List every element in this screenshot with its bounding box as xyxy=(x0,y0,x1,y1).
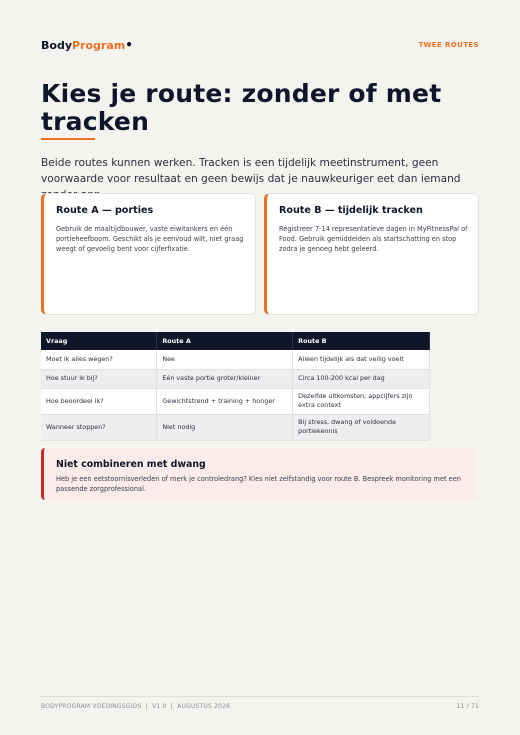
table-header-route-b: Route B xyxy=(293,332,430,350)
table-header-route-a: Route A xyxy=(157,332,293,350)
table-header-row xyxy=(41,332,430,350)
section-tag: TWEE ROUTES xyxy=(418,41,479,49)
table-cell: Wanneer stoppen? xyxy=(41,414,157,440)
table-row xyxy=(41,414,430,440)
route-a-title: Route A — porties xyxy=(56,205,154,216)
logo-part-program: Program xyxy=(72,39,126,52)
route-b-body: Registreer 7-14 representatieve dagen in MyFitnessPal of Food. Gebruik gemiddelden als startschatting en stop zodra je genoeg hebt geleerd. xyxy=(279,225,468,253)
table-cell: Hoe stuur ik bij? xyxy=(41,369,157,388)
table-cell: Alleen tijdelijk als dat veilig voelt xyxy=(293,350,430,369)
page-number: 11 / 71 xyxy=(456,703,479,710)
title-underline xyxy=(41,138,95,140)
footer-divider xyxy=(41,696,479,697)
table-row xyxy=(41,350,430,369)
page-title: Kies je route: zonder of met tracken xyxy=(41,79,442,136)
table-cell: Niet nodig xyxy=(157,414,293,440)
footer-doc-info: BODYPROGRAM VOEDINGSGIDS | V1.0 | AUGUSTUS 2026 xyxy=(41,703,231,710)
table-cell: Circa 100-200 kcal per dag xyxy=(293,369,430,388)
table-cell: Bij stress, dwang of voldoende portiekennis xyxy=(293,414,430,440)
route-a-body: Gebruik de maaltijdbouwer, vaste eiwitankers en één portieheefboom. Geschikt als je eenvoud wilt, niet graag weegt of gevoelig bent voor cijferfixatie. xyxy=(56,225,244,253)
route-b-title: Route B — tijdelijk tracken xyxy=(279,205,423,216)
warning-body: Heb je een eetstoornisverleden of merk je controledrang? Kies niet zelfstandig voor route B. Bespreek monitoring met een passende zorgprofessional. xyxy=(56,475,461,493)
table-cell: Hoe beoordeel ik? xyxy=(41,388,157,414)
logo-dot: • xyxy=(125,38,133,52)
brand-logo xyxy=(41,38,133,52)
table-cell: Dezelfde uitkomsten; appcijfers zijn extra context xyxy=(293,388,430,414)
intro-paragraph: Beide routes kunnen werken. Tracken is een tijdelijk meetinstrument, geen voorwaarde voor resultaat en geen bewijs dat je nauwkeuriger eet dan iemand xyxy=(41,157,461,185)
table-cell: Moet ik alles wegen? xyxy=(41,350,157,369)
table-cell: Nee xyxy=(157,350,293,369)
warning-title: Niet combineren met dwang xyxy=(56,459,206,470)
page-footer xyxy=(41,703,479,710)
table-cell: Gewichtstrend + training + honger xyxy=(157,388,293,414)
page-header xyxy=(41,38,479,52)
logo-part-body: Body xyxy=(41,39,72,52)
table-header-vraag: Vraag xyxy=(41,332,157,350)
route-b-card xyxy=(264,193,479,315)
warning-callout xyxy=(41,448,478,500)
route-a-card xyxy=(41,193,256,315)
table-row xyxy=(41,369,430,388)
table-row xyxy=(41,388,430,414)
table-cell: Eén vaste portie groter/kleiner xyxy=(157,369,293,388)
comparison-table xyxy=(41,332,430,441)
